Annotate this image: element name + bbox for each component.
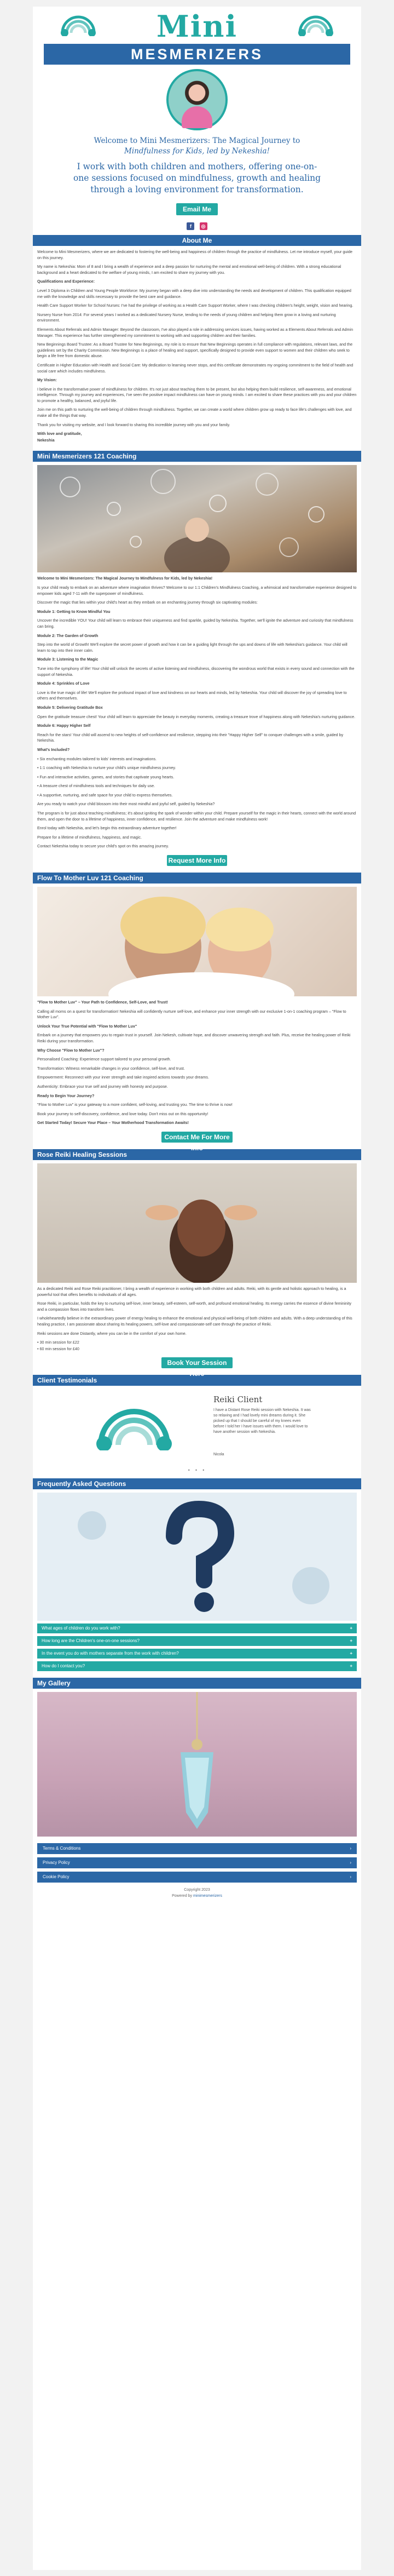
plus-icon: + — [350, 1651, 352, 1656]
coaching-paragraph: Step into the world of Growth! We'll explore the secret power of growth and how it can be a guiding light through the ups and downs of life with Nekeshia's guidance. Your child will learn to tap into their inner calm. — [37, 642, 347, 653]
faq-header: Frequently Asked Questions — [33, 1478, 361, 1489]
chevron-right-icon: › — [350, 1860, 351, 1866]
mother-luv-paragraph: "Flow to Mother Luv" – Your Path to Confidence, Self-Love, and Trust! — [37, 1000, 168, 1005]
reiki-body — [33, 1286, 361, 1352]
coaching-paragraph: Discover the magic that lies within your child's heart as they embark on an enchanting journey through six captivating modules: — [37, 600, 258, 605]
coaching-body — [33, 576, 361, 850]
coaching-list-item: • 1:1 coaching with Nekeshia to nurture your child's unique mindfulness journey. — [37, 765, 176, 771]
gallery-image[interactable] — [37, 1692, 357, 1837]
reiki-session-illustration — [37, 1163, 357, 1283]
logo — [33, 7, 361, 67]
reiki-paragraph: Reiki sessions are done Distantly, where you can be in the comfort of your own home. — [37, 1330, 187, 1336]
about-paragraph: Join me on this path to nurturing the well-being of children through mindfulness. Together, we can create a world where children grow up ready to face life's challenges with love, and make all the things that way. — [37, 407, 352, 418]
coaching-paragraph: Module 1: Getting to Know Mindful You — [37, 609, 111, 614]
welcome-heading-plain: Welcome to Mini Mesmerizers: The Magical Journey to — [94, 136, 300, 145]
copyright: Copyright 2023 — [184, 1888, 210, 1892]
coaching-paragraph: Enrol today with Nekeshia, and let's begin this extraordinary adventure together! — [37, 825, 177, 831]
reiki-paragraph: Rose Reiki, in particular, holds the key to nurturing self-love, inner beauty, self-esteem, self-worth, and profound emotional healing. Its energy carries the essence of divine femininity and a compassion flows into transform lives. — [37, 1301, 351, 1312]
about-paragraph: New Beginnings Board Trustee: As a Board Trustee for New Beginnings, my role is to ensure that New Beginnings operates in full compliance with regulations, relevant laws, and the guidelines set by the Charity Commission. New Beginnings is a place of healing and support, specifically designed to provide even support to women and their children who seek to begin a life free from domestic abuse. — [37, 342, 353, 359]
about-paragraph: Nursery Nurse from 2014: For several years I worked as a dedicated Nursery Nurse, tending to the needs of young children and helping them grow in a loving and nurturing environment. — [37, 312, 336, 323]
terms-link-label: Terms & Conditions — [43, 1846, 81, 1851]
about-paragraph: Qualifications and Experience: — [37, 279, 95, 284]
cookie-link[interactable] — [37, 1872, 357, 1883]
profile-photo-area — [33, 67, 361, 131]
reiki-paragraph: I wholeheartedly believe in the extraordinary power of energy healing to enhance the emotional and physical well-being of both children and adults. With a deep understanding of this healing practice, I am passionate about sharing its healing powers, self-love and compassionate-self care through the practice of Reiki. — [37, 1316, 352, 1327]
mother-luv-paragraph: Transformation: Witness remarkable changes in your confidence, self-love, and trust. — [37, 1065, 185, 1071]
coaching-list-item: • A supportive, nurturing, and safe space for your child to express themselves. — [37, 792, 173, 798]
page — [33, 7, 361, 2570]
mother-luv-paragraph: Unlock Your True Potential with "Flow to Mother Luv" — [37, 1023, 137, 1029]
about-body — [33, 249, 361, 443]
plus-icon: + — [350, 1663, 352, 1669]
reiki-paragraph: As a dedicated Reiki and Rose Reiki practitioner, I bring a wealth of experience in working with both children and adults. Reiki, with its gentle and holistic approach to healing, is a powerful tool that offers benefits to individuals of all ages. — [37, 1286, 346, 1297]
about-paragraph: Health Care Support Worker for School Nurses: I've had the privilege of working as a Health Care Support Worker, where I was checking children's height, weight, vision and hearing. — [37, 303, 354, 308]
coaching-paragraph: Module 4: Sprinkles of Love — [37, 681, 90, 686]
mother-luv-paragraph: Get Started Today! Secure Your Place – Your Motherhood Transformation Awaits! — [37, 1120, 189, 1126]
logo-title-mini: Mini — [156, 9, 238, 44]
chevron-right-icon: › — [350, 1874, 351, 1880]
welcome-intro: I work with both children and mothers, offering one-on-one sessions focused on mindfulness, growth and healing through a loving environment for transformation. — [73, 162, 321, 194]
welcome-heading-italic: Mindfulness for Kids, led by Nekeshia! — [124, 147, 270, 156]
privacy-link-label: Privacy Policy — [43, 1860, 70, 1866]
welcome-section — [33, 136, 361, 196]
about-paragraph: I believe in the transformative power of mindfulness for children. It's not just about teaching them to be present, but also helping them build resilience, self-awareness, and emotional intelligence. Through my journey and experiences, I've seen the positive impact mindfulness can have on young minds. I am excited to share these practices with you and your children to promote a healthy, balanced, and joyful life. — [37, 386, 357, 403]
about-paragraph: Thank you for visiting my website, and I look forward to sharing this incredible journey with you and your family. — [37, 422, 230, 427]
faq-item[interactable] — [37, 1649, 357, 1659]
bubbles-illustration — [37, 465, 357, 572]
request-more-info-button[interactable]: Request More Info — [167, 855, 227, 866]
logo-title-band: MESMERIZERS — [44, 44, 350, 65]
mother-luv-photo — [37, 887, 357, 996]
coaching-paragraph: Module 6: Happy Higher Self — [37, 723, 91, 728]
chevron-right-icon: › — [350, 1846, 351, 1851]
coaching-paragraph: Welcome to Mini Mesmerizers: The Magical Journey to Mindfulness for Kids, led by Nekeshia! — [37, 576, 213, 581]
mother-luv-paragraph: Personalised Coaching: Experience support tailored to your personal growth. — [37, 1057, 171, 1062]
coaching-paragraph: Reach for the stars! Your child will ascend to new heights of self-confidence and resilience, stepping into their "Happy Higher Self" to conquer challenges with a smile, guided by Nekeshia. — [37, 732, 344, 743]
coaching-photo — [37, 465, 357, 572]
coaching-list-item: • Six enchanting modules tailored to kids' interests and imaginations. — [37, 756, 157, 761]
social-links — [33, 220, 361, 228]
coaching-paragraph: Tune into the symphony of life! Your child will unlock the secrets of active listening and mindfulness, discovering the wondrous world that exists in every sound and connection with the support of Nekeshia. — [37, 665, 355, 677]
mother-luv-paragraph: Book your journey to self-discovery, confidence, and love today. Don't miss out on this opportunity! — [37, 1111, 208, 1116]
instagram-icon[interactable]: ◎ — [200, 222, 207, 230]
plus-icon: + — [350, 1626, 352, 1631]
mother-luv-body — [33, 1000, 361, 1126]
about-paragraph: Certificate in Higher Education with Health and Social Care: My dedication to learning never stops, and this certificate demonstrates my ongoing commitment to the field of health and social care which includes mindfulness. — [37, 362, 354, 374]
question-mark-icon — [37, 1493, 357, 1621]
testimonial-card — [33, 1386, 361, 1468]
privacy-link[interactable] — [37, 1857, 357, 1868]
welcome-heading — [71, 136, 323, 157]
powered-by-prefix: Powered by — [172, 1894, 193, 1898]
mother-child-illustration — [37, 887, 357, 996]
about-paragraph: Level 3 Diploma in Children and Young People Workforce: My journey began with a deep dive into understanding the needs and development of children. This qualification equipped me with the knowledge and skills necessary to provide the best care and guidance. — [37, 288, 351, 299]
reiki-header: Rose Reiki Healing Sessions — [33, 1149, 361, 1160]
mother-luv-paragraph: Embark on a journey that empowers you to regain trust in yourself. Join Nekesh, cultivate hope, and discover unwavering strength and faith. Plus, receive the healing power of Reiki Reiki during your transformation. — [37, 1032, 351, 1043]
testimonials-header: Client Testimonials — [33, 1375, 361, 1386]
coaching-paragraph: Module 2: The Garden of Growth — [37, 633, 99, 638]
testimonial-quote: I have a Distant Rose Reiki session with Nekeshia. It was so relaxing and I had lovely mini dreams during it. She picked up that I should be careful of my knees even before I told her I have issues with them. I would love to have another session with Nekeshia. — [213, 1408, 311, 1435]
faq-item[interactable] — [37, 1661, 357, 1671]
book-session-button[interactable]: Book Your Session Here — [161, 1357, 233, 1368]
coaching-paragraph: Module 5: Delivering Gratitude Box — [37, 704, 103, 710]
plus-icon: + — [350, 1638, 352, 1644]
faq-question: In the event you do with mothers separate from the work with children? — [42, 1651, 179, 1656]
reiki-price-item: • 30 min session for £22 — [37, 1340, 79, 1345]
about-header: About Me — [33, 235, 361, 246]
powered-by — [33, 1893, 361, 1899]
contact-me-button[interactable]: Contact Me For More Info — [161, 1132, 233, 1143]
avatar-body — [182, 106, 212, 128]
avatar — [166, 69, 228, 130]
mother-luv-paragraph: Authenticity: Embrace your true self and journey with honesty and purpose. — [37, 1083, 168, 1089]
faq-question: How long are the Children's one-on-one sessions? — [42, 1638, 140, 1644]
coaching-paragraph: Contact Nekeshia today to secure your child's spot on this amazing journey. — [37, 844, 169, 849]
about-paragraph: Elements About Referrals and Admin Manager: Beyond the classroom, I've also played a role in addressing services issues, having worked as a Elements About Referrals and Admin Manager. This experience has further strengthened my commitment to working with and supporting children and their families. — [37, 326, 354, 338]
mother-luv-paragraph: Ready to Begin Your Journey? — [37, 1093, 95, 1098]
about-paragraph: My Vision: — [37, 377, 57, 383]
about-paragraph: Welcome to Mini Mesmerizers, where we are dedicated to fostering the well-being and happiness of children through the practice of mindfulness. Let me introduce myself, your guide on this journey. — [37, 249, 352, 260]
coaching-paragraph: Are you ready to watch your child blossom into their most mindful and joyful self, guided by Nekeshia? — [37, 801, 215, 807]
reiki-price-item: • 60 min session for £40 — [37, 1346, 79, 1351]
about-paragraph: With love and gratitude, — [37, 431, 82, 437]
coaching-paragraph: Module 3: Listening to the Magic — [37, 657, 99, 662]
footer — [33, 1887, 361, 1899]
about-signature: Nekeshia — [37, 437, 55, 443]
coaching-paragraph: What's Included? — [37, 747, 70, 752]
powered-by-link[interactable]: minimesmerizers — [193, 1894, 222, 1898]
email-me-button[interactable]: Email Me — [176, 203, 218, 215]
terms-link[interactable] — [37, 1843, 357, 1854]
mother-luv-paragraph: "Flow to Mother Luv" is your gateway to a more confident, self-loving, and trusting you. The time to thrive is now! — [37, 1102, 233, 1108]
crystal-pendant-illustration — [37, 1692, 357, 1837]
coaching-paragraph: Prepare for a lifetime of mindfulness, happiness, and magic. — [37, 834, 142, 840]
carousel-dots[interactable]: • • • — [187, 1468, 207, 1473]
coaching-paragraph: The program is for just about teaching mindfulness; it's about igniting the spark of wonder within your child. Prepare yourself for the magic in their hearts, connect with the world around them, and open the door to a lifetime of happiness, inner confidence, and resilience. Join the adventure and make mindfulness work! — [37, 811, 356, 822]
testimonial-name: Reiki Client — [213, 1395, 263, 1405]
reiki-photo — [37, 1163, 357, 1283]
mother-luv-header: Flow To Mother Luv 121 Coaching — [33, 873, 361, 883]
mother-luv-paragraph: Empowerment: Reconnect with your inner strength and take inspired actions towards your dreams. — [37, 1075, 210, 1080]
coaching-list-item: • A treasure chest of mindfulness tools and techniques for daily use. — [37, 783, 155, 789]
faq-question: How do I contact you? — [42, 1663, 85, 1669]
coaching-paragraph: Open the gratitude treasure chest! Your child will learn to appreciate the beauty in everyday moments, creating a treasure trove of happiness along with Nekeshia's nurturing guidance. — [37, 714, 356, 719]
coaching-list-item: • Fun and interactive activities, games, and stories that captivate young hearts. — [37, 774, 175, 779]
faq-item[interactable] — [37, 1623, 357, 1633]
gallery-header: My Gallery — [33, 1678, 361, 1689]
mother-luv-paragraph: Calling all moms on a quest for transformation! Nekeshia will confidently nurture self-love, and enhance your inner strength with our exclusive 1-on-1 coaching program – "Flow to Mother Luv". — [37, 1008, 346, 1020]
testimonial-author: Nicola — [213, 1453, 224, 1457]
cookie-link-label: Cookie Policy — [43, 1874, 69, 1880]
coaching-paragraph: Uncover the incredible YOU! Your child will learn to embrace their uniqueness and find sparkle, guided by Nekeshia. Together, we'll ignite the adventure and curiosity that mindfulness can bring. — [37, 618, 354, 629]
faq-question: What ages of children do you work with? — [42, 1626, 120, 1631]
about-paragraph: My name is Nekeshia: Mom of 8 and I bring a wealth of experience and a deep passion for nurturing the mental and emotional well-being of children. With a strong educational background and a heart dedicated to the welfare of young minds, I am excited to share my journey with you. — [37, 264, 341, 275]
faq-item[interactable] — [37, 1636, 357, 1646]
coaching-paragraph: Is your child ready to embark on an adventure where imagination thrives? Welcome to our 1:1 Children's Mindfulness Coaching, a whimsical and transformative experience designed to empower kids aged 7-11 with the superpower of mindfulness. — [37, 585, 357, 596]
mother-luv-paragraph: Why Choose "Flow to Mother Luv"? — [37, 1047, 105, 1053]
coaching-header: Mini Mesmerizers 121 Coaching — [33, 451, 361, 462]
rainbow-cloud-icon — [93, 1398, 175, 1450]
rainbow-cloud-icon — [297, 11, 335, 36]
facebook-icon[interactable]: f — [187, 222, 194, 230]
coaching-paragraph: Love is the true magic of life! We'll explore the profound impact of love and kindness on our hearts and minds, led by Nekeshia. Your child will discover the joy of spreading love to others and themselves. — [37, 690, 347, 701]
faq-image — [37, 1493, 357, 1621]
